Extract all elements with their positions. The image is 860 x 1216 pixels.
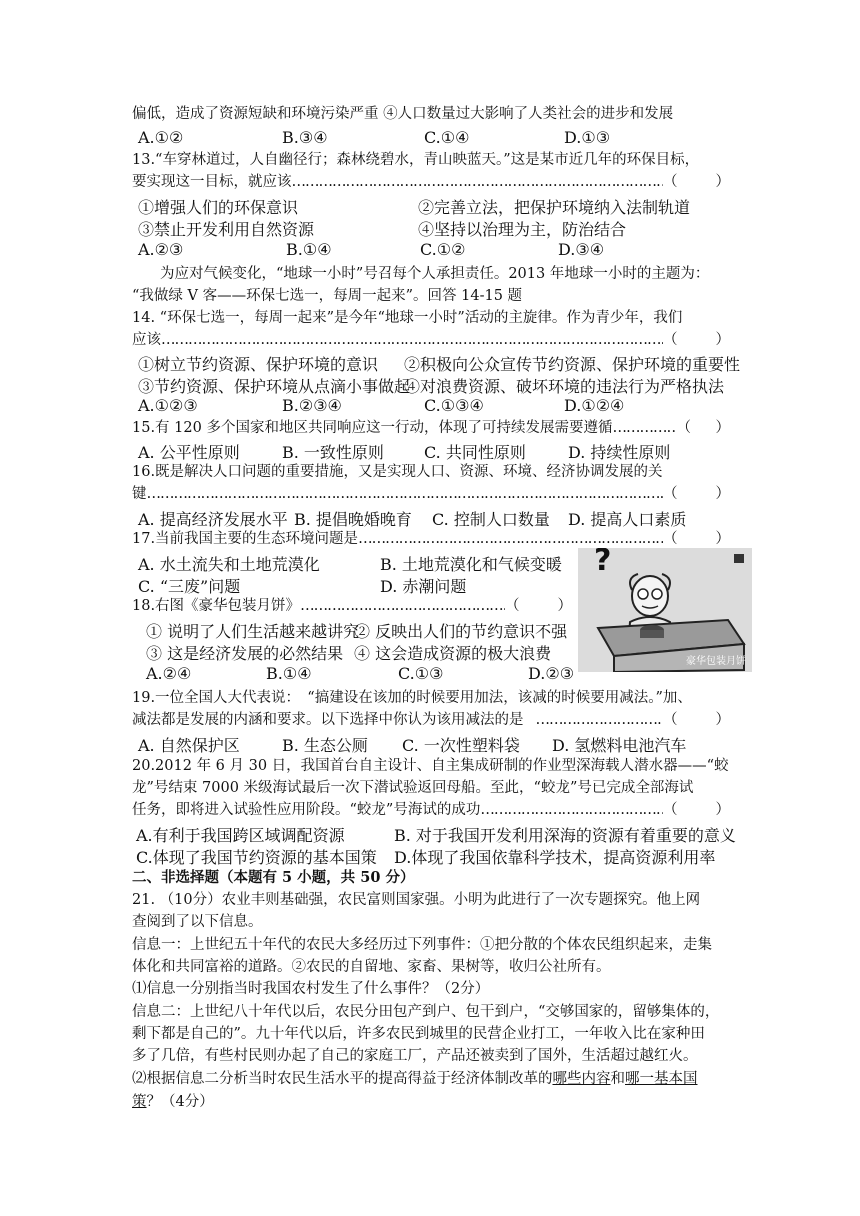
q20-stem-text: 任务，即将进入试验性应用阶段。“蛟龙”号海试的成功 bbox=[132, 802, 481, 818]
q20-stem-line3 bbox=[132, 800, 730, 820]
answer-paren-open: （ bbox=[505, 598, 520, 614]
leader-dots bbox=[480, 800, 663, 820]
q13-option-c: C.①② bbox=[420, 240, 466, 259]
q18-option-c: C.①③ bbox=[398, 664, 444, 683]
q13-stem-text: 要实现这一目标，就应该 bbox=[132, 174, 292, 190]
corner-stamp bbox=[734, 554, 744, 563]
q16-stem-line2 bbox=[132, 484, 730, 504]
leader-dots bbox=[147, 484, 664, 504]
answer-paren-close: ） bbox=[715, 531, 730, 547]
q14-item-1: ①树立节约资源、保护环境的意识 bbox=[138, 355, 379, 374]
q19-option-b: B. 生态公厕 bbox=[282, 736, 368, 755]
answer-paren-open: （ bbox=[663, 712, 678, 728]
q17-option-d: D. 赤潮问题 bbox=[380, 577, 467, 596]
q14-option-a: A.①②③ bbox=[138, 396, 198, 415]
q14-item-4: ④对浪费资源、破坏环境的违法行为严格执法 bbox=[404, 377, 725, 396]
q13-item-2: ②完善立法，把保护环境纳入法制轨道 bbox=[418, 198, 691, 217]
q14-option-c: C.①③④ bbox=[424, 396, 484, 415]
q15-option-a: A. 公平性原则 bbox=[138, 443, 240, 462]
q13-option-d: D.③④ bbox=[558, 240, 605, 259]
q14-option-d: D.①②④ bbox=[564, 396, 625, 415]
answer-paren-open: （ bbox=[676, 420, 691, 436]
q16-option-c: C. 控制人口数量 bbox=[432, 510, 550, 529]
answer-paren-open: （ bbox=[663, 174, 678, 190]
leader-dots bbox=[358, 529, 663, 549]
q21-sub2-points: ？（4分） bbox=[146, 1094, 214, 1110]
q21-info2-line1: 信息二：上世纪八十年代以后，农民分田包产到户、包干到户，“交够国家的，留够集体的， bbox=[132, 1004, 720, 1020]
q13-stem-line2 bbox=[132, 172, 730, 192]
q17-option-a: A. 水土流失和土地荒漠化 bbox=[138, 555, 320, 574]
q21-info2-line2: 剩下都是自己的”。九十年代以后，许多农民到城里的民营企业打工，一年收入比在家种田 bbox=[132, 1026, 705, 1042]
q20-option-a: A.有利于我国跨区域调配资源 bbox=[136, 826, 345, 845]
q16-option-a: A. 提高经济发展水平 bbox=[138, 510, 288, 529]
q15-stem-text: 15.有 120 多个国家和地区共同响应这一行动，体现了可持续发展需要遵循 bbox=[132, 420, 613, 436]
q13-item-1: ①增强人们的环保意识 bbox=[138, 198, 299, 217]
q14-item-3: ③节约资源、保护环境从点滴小事做起 bbox=[138, 377, 411, 396]
q21-line2: 查阅到了以下信息。 bbox=[132, 914, 263, 930]
cartoon-svg bbox=[578, 548, 752, 672]
q14-stem-line2 bbox=[132, 330, 730, 350]
leader-dots bbox=[161, 330, 663, 350]
q20-option-b: B. 对于我国开发利用深海的资源有着重要的意义 bbox=[394, 826, 736, 845]
q14-option-b: B.②③④ bbox=[282, 396, 342, 415]
q21-sub-question-2-cont bbox=[132, 1092, 214, 1112]
q17-stem-text: 17.当前我国主要的生态环境问题是 bbox=[132, 531, 359, 547]
q19-stem-text: 减法都是发展的内涵和要求。以下选择中你认为该用减法的是 bbox=[132, 712, 524, 728]
q12-option-a: A.①② bbox=[138, 128, 184, 147]
q15-option-b: B. 一致性原则 bbox=[282, 443, 384, 462]
q21-sub2-underline-2: 哪一基本国 bbox=[625, 1071, 698, 1087]
q17-option-b: B. 土地荒漠化和气候变暖 bbox=[380, 555, 562, 574]
answer-paren-open: （ bbox=[663, 802, 678, 818]
q18-item-3: ③ 这是经济发展的必然结果 bbox=[146, 644, 344, 663]
q21-info1-line1: 信息一：上世纪五十年代的农民大多经历过下列事件：①把分散的个体农民组织起来，走集 bbox=[132, 937, 712, 953]
answer-paren-open: （ bbox=[663, 332, 678, 348]
answer-paren-open: （ bbox=[663, 486, 678, 502]
q18-option-a: A.②④ bbox=[146, 664, 192, 683]
q18-stem bbox=[132, 596, 572, 616]
q18-option-d: D.②③ bbox=[528, 664, 575, 683]
q21-line1: 21. （10分）农业丰则基础强，农民富则国家强。小明为此进行了一次专题探究。他上网 bbox=[132, 892, 701, 908]
q13-item-3: ③禁止开发利用自然资源 bbox=[138, 220, 315, 239]
q21-info2-line3: 多了几倍，有些村民则办起了自己的家庭工厂，产品还被卖到了国外，生活超过越红火。 bbox=[132, 1048, 698, 1064]
answer-paren-close: ） bbox=[715, 420, 730, 436]
answer-paren-close: ） bbox=[715, 486, 730, 502]
glasses-right bbox=[652, 589, 662, 599]
q16-stem-line1: 16.既是解决人口问题的重要措施，又是实现人口、资源、环境、经济协调发展的关 bbox=[132, 464, 663, 480]
leader-dots bbox=[300, 596, 505, 616]
q21-sub2-underline-1: 哪些内容 bbox=[552, 1071, 611, 1087]
mooncake-side bbox=[640, 630, 664, 638]
q16-stem-text: 键 bbox=[132, 486, 147, 502]
q21-sub2-text: ⑵根据信息二分析当时农民生活水平的提高得益于经济体制改革的 bbox=[132, 1071, 553, 1087]
mooncake-cartoon-image bbox=[578, 548, 752, 672]
q13-option-a: A.②③ bbox=[138, 240, 184, 259]
intro-line2: “我做绿 V 客——环保七选一，每周一起来”。回答 14-15 题 bbox=[132, 288, 523, 304]
intro-line1: 为应对气候变化，“地球一小时”号召每个人承担责任。2013 年地球一小时的主题为： bbox=[160, 266, 710, 282]
q19-stem-line1: 19.一位全国人大代表说： “搞建设在该加的时候要用加法，该减的时候要用减法。”加、 bbox=[132, 690, 692, 706]
q19-option-d: D. 氢燃料电池汽车 bbox=[552, 736, 687, 755]
q15-option-c: C. 共同性原则 bbox=[424, 443, 526, 462]
q13-item-4: ④坚持以治理为主，防治结合 bbox=[418, 220, 627, 239]
q18-item-4: ④ 这会造成资源的极大浪费 bbox=[354, 644, 552, 663]
q16-option-d: D. 提高人口素质 bbox=[568, 510, 687, 529]
q19-option-c: C. 一次性塑料袋 bbox=[402, 736, 520, 755]
q13-stem-line1: 13.“车穿林道过，人自幽径行；森林绕碧水，青山映蓝天。”这是某市近几年的环保目标， bbox=[132, 152, 700, 168]
q18-item-2: ② 反映出人们的节约意识不强 bbox=[354, 622, 568, 641]
answer-paren-close: ） bbox=[715, 174, 730, 190]
q14-stem-text: 应该 bbox=[132, 332, 161, 348]
q12-option-d: D.①③ bbox=[564, 128, 611, 147]
answer-paren-close: ） bbox=[715, 332, 730, 348]
answer-paren-close: ） bbox=[715, 802, 730, 818]
question-mark: ? bbox=[594, 548, 612, 578]
q18-item-1: ① 说明了人们生活越来越讲究 bbox=[146, 622, 360, 641]
q21-sub-question-2 bbox=[132, 1069, 698, 1089]
person-head bbox=[632, 576, 668, 616]
q17-option-c: C. “三废”问题 bbox=[138, 577, 241, 596]
q20-option-c: C.体现了我国节约资源的基本国策 bbox=[136, 848, 377, 867]
q21-info1-line2: 体化和共同富裕的道路。②农民的自留地、家畜、果树等，收归公社所有。 bbox=[132, 959, 611, 975]
answer-paren-close: ） bbox=[557, 598, 572, 614]
glasses-left bbox=[638, 589, 648, 599]
section-2-title: 二、非选择题（本题有 5 小题，共 50 分） bbox=[132, 869, 415, 886]
q12-continuation: 偏低，造成了资源短缺和环境污染严重 ④人口数量过大影响了人类社会的进步和发展 bbox=[132, 106, 674, 122]
answer-paren-open: （ bbox=[663, 531, 678, 547]
box-label: 豪华包装月饼 bbox=[686, 656, 746, 667]
q14-stem-line1: 14. “环保七选一，每周一起来”是今年“地球一小时”活动的主旋律。作为青少年，我们 bbox=[132, 310, 683, 326]
leader-dots bbox=[612, 418, 676, 438]
q16-option-b: B. 提倡晚婚晚育 bbox=[294, 510, 412, 529]
q12-option-c: C.①④ bbox=[424, 128, 470, 147]
q18-option-b: B.①④ bbox=[266, 664, 312, 683]
q17-stem bbox=[132, 529, 730, 549]
q19-stem-line2 bbox=[132, 710, 730, 730]
q21-sub2-underline-3: 策 bbox=[132, 1094, 147, 1110]
q20-option-d: D.体现了我国依靠科学技术，提高资源利用率 bbox=[394, 848, 716, 867]
q20-stem-line2: 龙”号结束 7000 米级海试最后一次下潜试验返回母船。至此，“蛟龙”号已完成全部海试 bbox=[132, 780, 694, 796]
q20-stem-line1: 20.2012 年 6 月 30 日，我国首台自主设计、自主集成研制的作业型深海载人潜水器——“蛟 bbox=[132, 758, 729, 774]
q15-stem bbox=[132, 418, 730, 438]
q15-option-d: D. 持续性原则 bbox=[568, 443, 671, 462]
q14-item-2: ②积极向公众宣传节约资源、保护环境的重要性 bbox=[404, 355, 741, 374]
answer-paren-close: ） bbox=[715, 712, 730, 728]
q21-sub-question-1: ⑴信息一分别指当时我国农村发生了什么事件？（2分） bbox=[132, 981, 490, 997]
q21-sub2-text-and: 和 bbox=[610, 1071, 625, 1087]
leader-dots bbox=[292, 172, 664, 192]
q18-stem-text: 18.右图《豪华包装月饼》 bbox=[132, 598, 301, 614]
q19-option-a: A. 自然保护区 bbox=[138, 736, 240, 755]
q13-option-b: B.①④ bbox=[286, 240, 332, 259]
q12-option-b: B.③④ bbox=[282, 128, 328, 147]
leader-dots bbox=[536, 710, 664, 730]
